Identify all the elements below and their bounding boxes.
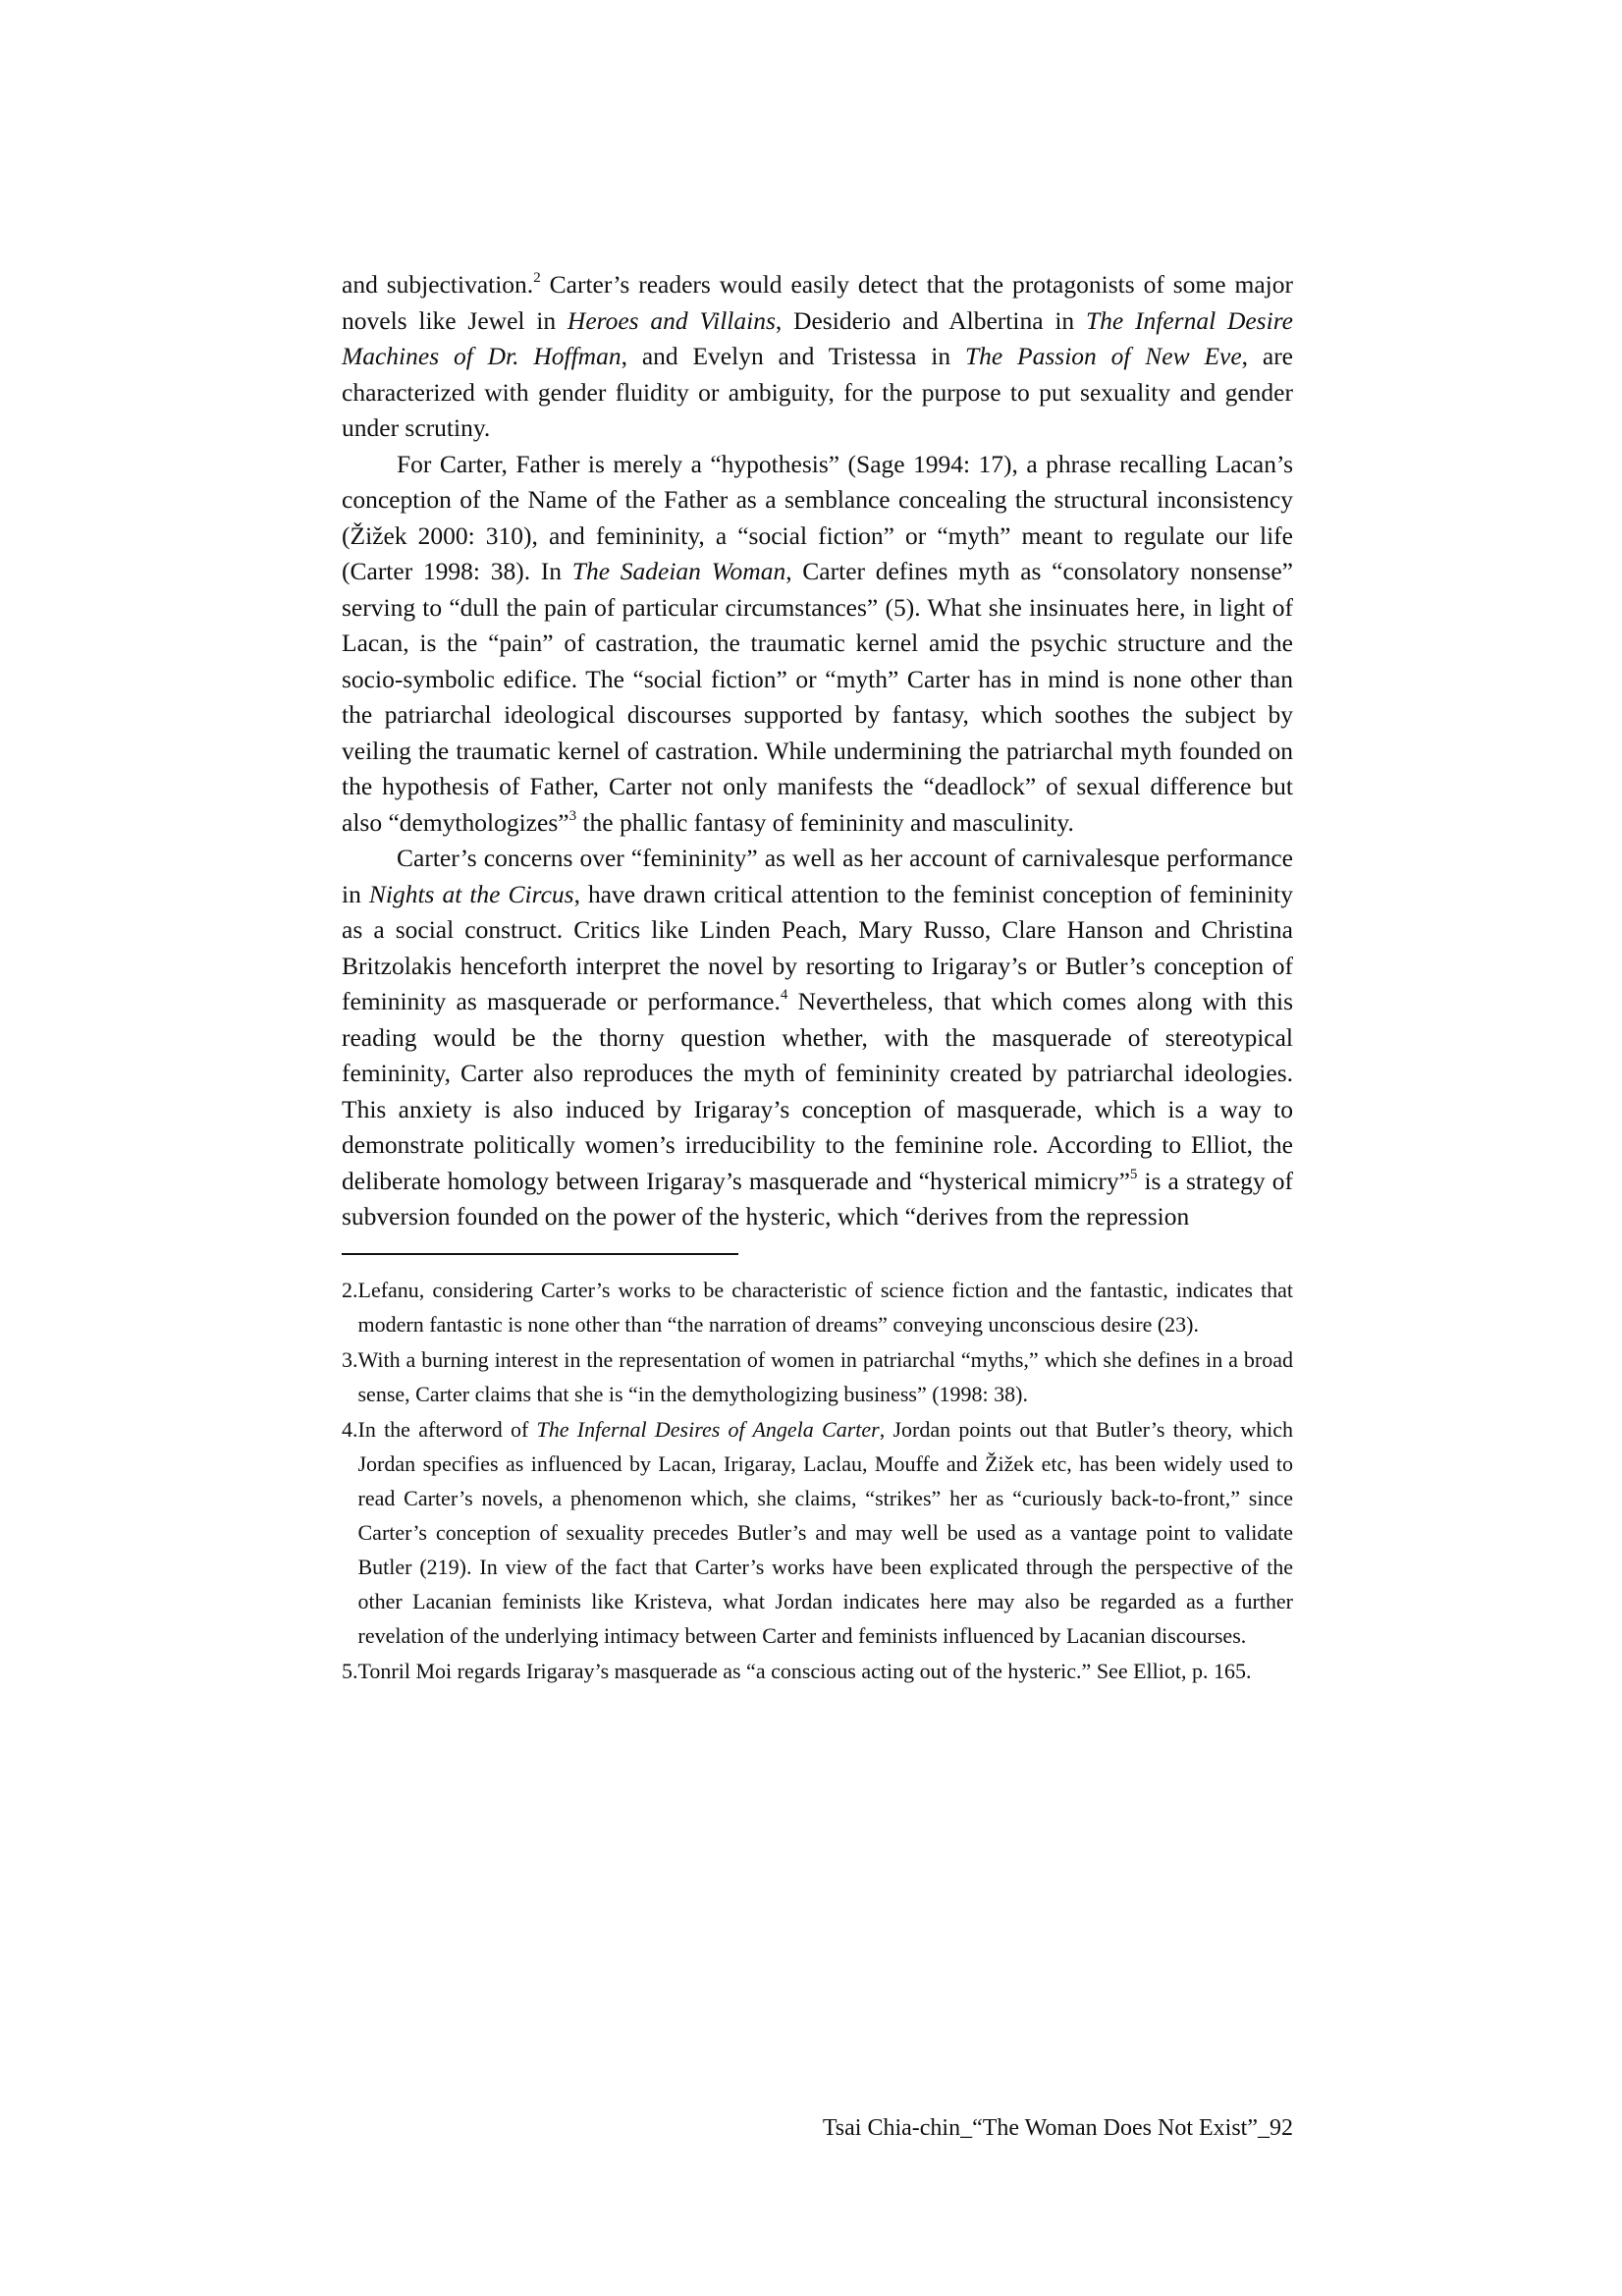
page-footer: Tsai Chia-chin_“The Woman Does Not Exist”_92: [822, 2115, 1293, 2141]
text-run: and subjectivation.: [342, 270, 534, 299]
paragraph: [342, 447, 1293, 842]
italic-title: Heroes and Villains: [567, 305, 776, 335]
text-run: For Carter, Father is merely a “hypothesis” (Sage 1994: 17), a phrase recalling Lacan’s conception of the Name of the Father as a semblance concealing the structural inconsistency (Žižek 2000: 310), and femininity, a “social fiction” or “myth” meant to regulate our life (Carter 1998: 38). In: [342, 449, 1293, 585]
text-run: the phallic fantasy of femininity and masculinity.: [576, 807, 1074, 837]
text-run: , Jordan points out that Butler’s theory, which Jordan specifies as influenced by Lacan, Irigaray, Laclau, Mouffe and Žižek etc, has been widely used to read Carter’s novels, a phenomenon which, she claims, “strikes” her as “curiously back-to-front,” since Carter’s conception of sexuality precedes Butler’s and may well be used as a vantage point to validate Butler (219). In view of the fact that Carter’s works have been explicated through the perspective of the other Lacanian feminists like Kristeva, what Jordan indicates here may also be regarded as a further revelation of the underlying intimacy between Carter and feminists influenced by Lacanian discourses.: [357, 1416, 1293, 1648]
footnote-text: [358, 1412, 1294, 1653]
footnote: [342, 1342, 1293, 1411]
text-run: , Carter defines myth as “consolatory nonsense” serving to “dull the pain of particular circumstances” (5). What she insinuates here, in light of Lacan, is the “pain” of castration, the traumatic kernel amid the psychic structure and the socio-symbolic edifice. The “social fiction” or “myth” Carter has in mind is none other than the patriarchal ideological discourses supported by fantasy, which soothes the subject by veiling the traumatic kernel of castration. While undermining the patriarchal myth founded on the hypothesis of Father, Carter not only manifests the “deadlock” of sexual difference but also “demythologizes”: [342, 557, 1293, 837]
italic-title: Nights at the Circus: [368, 879, 574, 908]
footnote-ref: 4: [780, 987, 788, 1003]
footnote-number: 5.: [342, 1658, 358, 1683]
text-run: , are characterized with gender fluidity or ambiguity, for the purpose to put sexuality and gender under scrutiny.: [342, 342, 1294, 442]
footnote: [342, 1273, 1293, 1341]
italic-title: The Sadeian Woman: [571, 557, 786, 585]
text-run: Carter’s readers would easily detect that the protagonists of some major novels like Jewel in: [342, 270, 1293, 335]
footnote-number: 3.: [342, 1346, 358, 1372]
text-run: Nevertheless, that which comes along with this reading would be the thorny question whether, with the masquerade of stereotypical femininity, Carter also reproduces the myth of femininity created by patriarchal ideologies. This anxiety is also induced by Irigaray’s conception of masquerade, which is a way to demonstrate politically women’s irreducibility to the feminine role. According to Elliot, the deliberate homology between Irigaray’s masquerade and “hysterical mimicry”: [342, 987, 1293, 1195]
footnote-separator: [342, 1253, 738, 1255]
text-run: Tonril Moi regards Irigaray’s masquerade as “a conscious acting out of the hysteric.” See Elliot, p. 165.: [357, 1658, 1252, 1683]
italic-title: The Passion of New Eve: [964, 342, 1242, 370]
text-run: With a burning interest in the representation of women in patriarchal “myths,” which she defines in a broad sense, Carter claims that she is “in the demythologizing business” (1998: 38).: [357, 1346, 1293, 1406]
footnote-ref: 2: [533, 270, 541, 286]
footnote-text: [358, 1654, 1294, 1688]
footnote-text: [358, 1273, 1294, 1341]
footnote: [342, 1654, 1293, 1688]
paragraph: [342, 841, 1293, 1235]
footnotes: [342, 1273, 1293, 1688]
footnote-ref: 3: [568, 807, 577, 824]
text-run: , have drawn critical attention to the feminist conception of femininity as a social construct. Critics like Linden Peach, Mary Russo, Clare Hanson and Christina Britzolakis henceforth interpret the novel by resorting to Irigaray’s or Butler’s conception of femininity as masquerade or performance.: [342, 879, 1293, 1015]
footnote-ref: 5: [1129, 1166, 1138, 1182]
body-text: [342, 267, 1293, 1235]
italic-title: The Infernal Desires of Angela Carter: [536, 1416, 880, 1442]
text-run: , and Evelyn and Tristessa in: [621, 342, 965, 370]
footnote-text: [358, 1342, 1294, 1411]
italic-title: The Infernal Desire Machines of Dr. Hoffman: [342, 305, 1293, 370]
page-content: [342, 267, 1293, 1689]
text-run: In the afterword of: [357, 1416, 537, 1442]
footnote-number: 4.: [342, 1416, 358, 1442]
footnote-number: 2.: [342, 1277, 358, 1302]
text-run: Lefanu, considering Carter’s works to be characteristic of science fiction and the fantastic, indicates that modern fantastic is none other than “the narration of dreams” conveying unconscious desire (23).: [357, 1277, 1293, 1337]
text-run: Carter’s concerns over “femininity” as well as her account of carnivalesque performance in: [342, 844, 1293, 908]
footnote: [342, 1412, 1293, 1653]
paragraph: [342, 267, 1293, 447]
text-run: is a strategy of subversion founded on the power of the hysteric, which “derives from the repression: [342, 1166, 1293, 1230]
text-run: , Desiderio and Albertina in: [775, 305, 1086, 335]
